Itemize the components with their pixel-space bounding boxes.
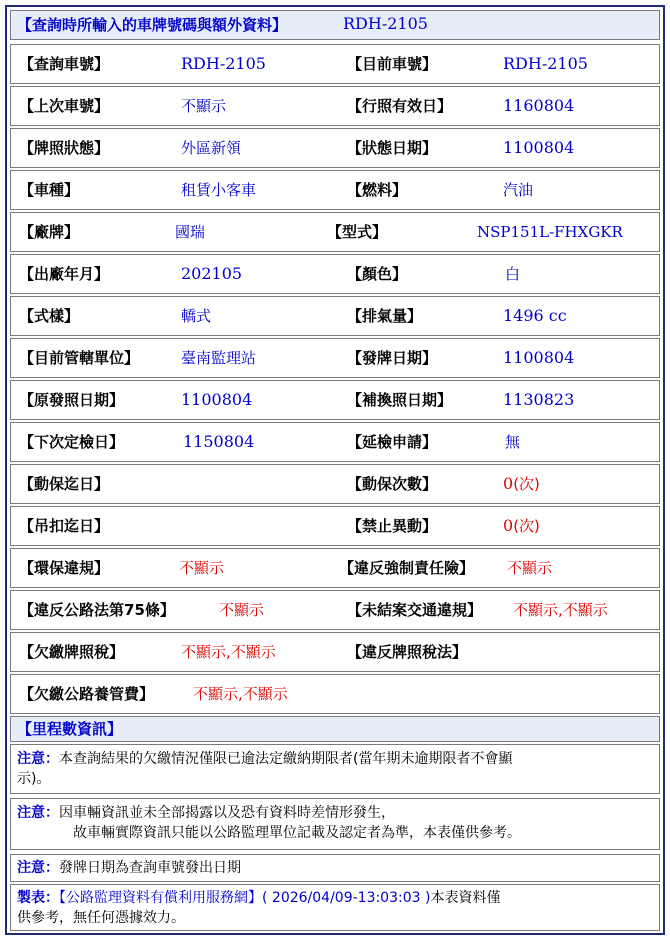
note-3 [10, 854, 660, 882]
footer [10, 884, 660, 931]
row-label: 【原發照日期】 [19, 391, 125, 409]
row-value: 1100804 [503, 348, 575, 367]
table-row [10, 422, 660, 462]
row-label: 【型式】 [327, 223, 388, 241]
row-label: 【廠牌】 [19, 223, 80, 241]
row-value: RDH-2105 [503, 54, 588, 73]
row-value: 無 [505, 433, 521, 451]
table-header [10, 10, 660, 40]
table-row [10, 44, 660, 84]
note-text-2: 故車輛實際資訊只能以公路監理單位記載及認定者為準，本表僅供參考。 [73, 825, 521, 841]
row-label: 【牌照狀態】 [19, 139, 110, 157]
row-label: 【上次車號】 [19, 97, 110, 115]
row-label: 【狀態日期】 [347, 139, 438, 157]
row-value: 不顯示,不顯示 [193, 685, 288, 703]
row-label: 【出廠年月】 [19, 265, 110, 283]
mileage-section [10, 716, 660, 742]
row-value: 202105 [181, 264, 243, 283]
footer-tail: 本表資料僅 [430, 890, 501, 906]
row-label: 【發牌日期】 [347, 349, 438, 367]
row-value: 1130823 [503, 390, 575, 409]
row-label: 【欠繳公路養管費】 [19, 685, 155, 703]
table-row [10, 338, 660, 378]
note-key: 注意： [17, 751, 59, 767]
row-label: 【車種】 [19, 181, 80, 199]
table-row [10, 548, 660, 588]
note-text: 發牌日期為查詢車號發出日期 [59, 860, 241, 876]
table-row [10, 506, 660, 546]
row-label: 【排氣量】 [347, 307, 423, 325]
row-value: 1496 cc [503, 306, 567, 325]
row-value: 不顯示,不顯示 [513, 601, 608, 619]
row-value: 1100804 [181, 390, 253, 409]
row-label: 【禁止異動】 [347, 517, 438, 535]
footer-source: 【公路監理資料有償利用服務網】 [59, 890, 262, 906]
table-row [10, 674, 660, 714]
note-text: 因車輛資訊並未全部揭露以及恐有資料時差情形發生， [59, 805, 395, 821]
row-value: 0(次) [503, 516, 540, 535]
row-label: 【下次定檢日】 [19, 433, 125, 451]
row-value: 轎式 [181, 307, 212, 325]
row-label: 【式樣】 [19, 307, 80, 325]
row-label: 【延檢申請】 [347, 433, 438, 451]
row-value: 不顯示 [181, 97, 227, 115]
row-value: 不顯示 [507, 559, 553, 577]
table-row [10, 212, 660, 252]
table-row [10, 254, 660, 294]
mileage-title: 【里程數資訊】 [17, 720, 123, 738]
table-row [10, 590, 660, 630]
row-label: 【違反牌照稅法】 [347, 643, 468, 661]
row-label: 【吊扣迄日】 [19, 517, 110, 535]
row-value: 1150804 [183, 432, 255, 451]
row-value: 0(次) [503, 474, 540, 493]
row-label: 【違反公路法第75條】 [19, 601, 175, 619]
note-text-2: 示)。 [17, 771, 51, 787]
row-value: NSP151L-FHXGKR [477, 223, 623, 241]
table-row [10, 170, 660, 210]
row-label: 【目前管轄單位】 [19, 349, 140, 367]
note-key: 注意： [17, 860, 59, 876]
row-label: 【查詢車號】 [19, 55, 110, 73]
row-value: 1100804 [503, 138, 575, 157]
footer-timestamp: ( 2026/04/09-13:03:03 ) [262, 890, 431, 906]
table-row [10, 380, 660, 420]
vehicle-info-table [5, 5, 665, 935]
table-row [10, 86, 660, 126]
header-plate: RDH-2105 [343, 14, 428, 33]
row-label: 【燃料】 [347, 181, 408, 199]
row-label: 【違反強制責任險】 [339, 559, 475, 577]
row-value: 不顯示,不顯示 [181, 643, 276, 661]
row-label: 【未結案交通違規】 [347, 601, 483, 619]
row-label: 【環保違規】 [19, 559, 110, 577]
row-label: 【動保次數】 [347, 475, 438, 493]
row-value: 臺南監理站 [181, 349, 257, 367]
note-2 [10, 798, 660, 850]
table-row [10, 296, 660, 336]
row-label: 【行照有效日】 [347, 97, 453, 115]
row-value: 租賃小客車 [181, 181, 257, 199]
header-prefix: 【查詢時所輸入的車牌號碼與額外資料】 [17, 16, 288, 34]
note-text: 本查詢結果的欠繳情況僅限已逾法定繳納期限者(當年期未逾期限者不會顯 [59, 751, 513, 767]
row-label: 【補換照日期】 [347, 391, 453, 409]
row-value: 不顯示 [219, 601, 265, 619]
row-label: 【顏色】 [347, 265, 408, 283]
row-label: 【動保迄日】 [19, 475, 110, 493]
row-value: 1160804 [503, 96, 575, 115]
table-row [10, 632, 660, 672]
table-row [10, 464, 660, 504]
table-row [10, 128, 660, 168]
row-value: 國瑞 [175, 223, 206, 241]
row-value: 汽油 [503, 181, 534, 199]
footer-line-2: 供參考，無任何憑據效力。 [17, 910, 185, 926]
row-label: 【欠繳牌照稅】 [19, 643, 125, 661]
footer-key: 製表： [17, 890, 59, 906]
row-value: RDH-2105 [181, 54, 266, 73]
row-value: 外區新領 [181, 139, 242, 157]
row-label: 【目前車號】 [347, 55, 438, 73]
note-1 [10, 744, 660, 794]
row-value: 白 [505, 265, 521, 283]
row-value: 不顯示 [179, 559, 225, 577]
note-key: 注意： [17, 805, 59, 821]
